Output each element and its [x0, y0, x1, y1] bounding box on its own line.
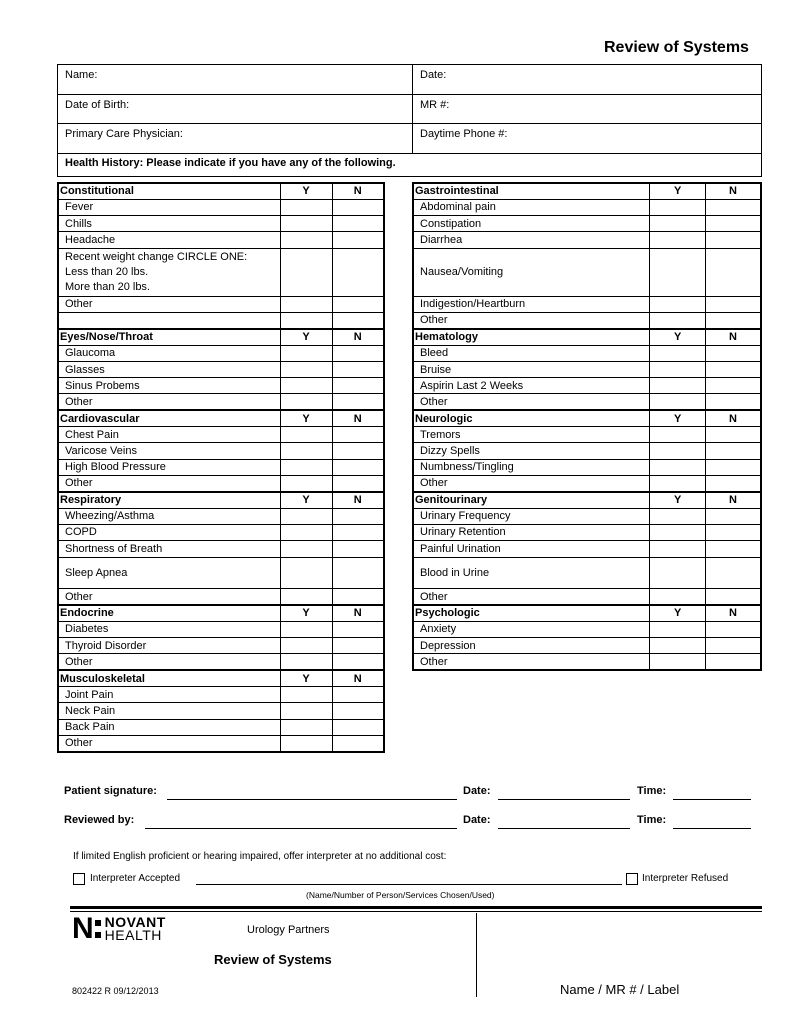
section-title: Cardiovascular — [58, 410, 280, 426]
symptom-row — [413, 248, 761, 296]
no-checkbox-cell[interactable] — [332, 443, 384, 459]
symptom-label: Nausea/Vomiting — [413, 248, 650, 296]
symptom-label: Glaucoma — [58, 345, 280, 361]
no-column-header: N — [705, 329, 761, 345]
no-checkbox-cell[interactable] — [705, 296, 761, 312]
symptom-row — [58, 735, 384, 751]
symptom-label: Tremors — [413, 427, 650, 443]
yes-checkbox-cell[interactable] — [650, 443, 706, 459]
no-checkbox-cell[interactable] — [705, 541, 761, 558]
yes-checkbox-cell[interactable] — [650, 475, 706, 491]
symptom-row — [413, 312, 761, 328]
symptom-row — [413, 345, 761, 361]
interpreter-caption: (Name/Number of Person/Services Chosen/Used) — [306, 890, 495, 900]
symptom-row — [58, 541, 384, 558]
symptom-label: Thyroid Disorder — [58, 638, 280, 654]
yes-checkbox-cell[interactable] — [650, 199, 706, 215]
symptom-row — [58, 475, 384, 491]
symptom-row — [413, 654, 761, 670]
yes-column-header: Y — [280, 492, 332, 508]
interpreter-notice: If limited English proficient or hearing impaired, offer interpreter at no additional cost: — [73, 851, 447, 862]
no-checkbox-cell[interactable] — [332, 508, 384, 524]
patient-time-line[interactable] — [673, 799, 751, 800]
symptom-label: Glasses — [58, 361, 280, 377]
section-header-endocrine — [58, 605, 384, 621]
yes-column-header: Y — [650, 492, 706, 508]
yes-checkbox-cell[interactable] — [650, 558, 706, 589]
yes-checkbox-cell[interactable] — [280, 589, 332, 605]
symptom-row — [413, 378, 761, 394]
no-checkbox-cell[interactable] — [332, 621, 384, 637]
symptom-row — [58, 508, 384, 524]
yes-checkbox-cell[interactable] — [650, 248, 706, 296]
symptom-label: Other — [58, 654, 280, 670]
no-checkbox-cell[interactable] — [332, 361, 384, 377]
footer-rule — [70, 906, 762, 909]
interpreter-refused-label: Interpreter Refused — [642, 873, 729, 884]
symptom-label: Indigestion/Heartburn — [413, 296, 650, 312]
logo-text-health: HEALTH — [104, 927, 162, 943]
no-checkbox-cell[interactable] — [705, 345, 761, 361]
yes-checkbox-cell[interactable] — [650, 654, 706, 670]
no-checkbox-cell[interactable] — [332, 427, 384, 443]
no-checkbox-cell[interactable] — [332, 232, 384, 248]
no-checkbox-cell[interactable] — [705, 427, 761, 443]
reviewed-time-line[interactable] — [673, 828, 751, 829]
symptom-row — [413, 508, 761, 524]
symptom-row — [413, 621, 761, 637]
yes-checkbox-cell[interactable] — [280, 459, 332, 475]
yes-checkbox-cell[interactable] — [280, 345, 332, 361]
symptom-row — [58, 232, 384, 248]
symptom-label: Constipation — [413, 216, 650, 232]
symptom-row — [58, 394, 384, 410]
symptom-row — [413, 199, 761, 215]
footer-divider — [476, 913, 477, 997]
no-checkbox-cell[interactable] — [332, 475, 384, 491]
yes-checkbox-cell[interactable] — [280, 216, 332, 232]
no-checkbox-cell[interactable] — [332, 558, 384, 589]
symptom-label: Depression — [413, 638, 650, 654]
symptom-label: Chills — [58, 216, 280, 232]
patient-signature-line[interactable] — [167, 799, 457, 800]
yes-checkbox-cell[interactable] — [280, 621, 332, 637]
symptom-label: Other — [58, 475, 280, 491]
section-title: Genitourinary — [413, 492, 650, 508]
mr-field[interactable]: MR #: — [420, 98, 450, 111]
no-column-header: N — [332, 183, 384, 199]
footer-rule-thin — [70, 911, 762, 912]
yes-checkbox-cell[interactable] — [650, 378, 706, 394]
symptom-row — [58, 719, 384, 735]
dob-field[interactable]: Date of Birth: — [58, 95, 413, 124]
section-title: Neurologic — [413, 410, 650, 426]
symptom-row — [413, 541, 761, 558]
symptom-row — [413, 232, 761, 248]
no-checkbox-cell[interactable] — [332, 654, 384, 670]
left-systems-table — [57, 182, 385, 753]
no-checkbox-cell[interactable] — [705, 394, 761, 410]
yes-checkbox-cell[interactable] — [280, 719, 332, 735]
yes-checkbox-cell[interactable] — [280, 361, 332, 377]
yes-checkbox-cell[interactable] — [650, 296, 706, 312]
logo-colon-icon — [95, 920, 101, 938]
no-column-header: N — [705, 605, 761, 621]
no-checkbox-cell[interactable] — [332, 199, 384, 215]
patient-time-label: Time: — [637, 785, 667, 797]
yes-checkbox-cell[interactable] — [650, 541, 706, 558]
yes-checkbox-cell[interactable] — [280, 703, 332, 719]
symptom-label: Joint Pain — [58, 686, 280, 702]
section-header-neurologic — [413, 410, 761, 426]
symptom-label: High Blood Pressure — [58, 459, 280, 475]
symptom-label: Shortness of Breath — [58, 541, 280, 558]
no-column-header: N — [705, 410, 761, 426]
yes-column-header: Y — [280, 183, 332, 199]
symptom-row — [58, 686, 384, 702]
section-title: Psychologic — [413, 605, 650, 621]
section-title: Respiratory — [58, 492, 280, 508]
symptom-label: Bruise — [413, 361, 650, 377]
section-header-genitourinary — [413, 492, 761, 508]
yes-checkbox-cell[interactable] — [280, 558, 332, 589]
no-column-header: N — [332, 670, 384, 686]
symptom-row — [58, 589, 384, 605]
no-checkbox-cell[interactable] — [705, 654, 761, 670]
no-column-header: N — [332, 492, 384, 508]
section-header-cardiovascular — [58, 410, 384, 426]
yes-checkbox-cell[interactable] — [280, 508, 332, 524]
yes-checkbox-cell[interactable] — [280, 427, 332, 443]
yes-checkbox-cell[interactable] — [280, 443, 332, 459]
yes-checkbox-cell[interactable] — [650, 216, 706, 232]
symptom-label: Dizzy Spells — [413, 443, 650, 459]
no-checkbox-cell[interactable] — [332, 589, 384, 605]
no-checkbox-cell[interactable] — [705, 232, 761, 248]
no-checkbox-cell[interactable] — [332, 345, 384, 361]
yes-checkbox-cell[interactable] — [650, 232, 706, 248]
symptom-row — [413, 216, 761, 232]
no-checkbox-cell[interactable] — [705, 199, 761, 215]
no-checkbox-cell[interactable] — [332, 459, 384, 475]
no-checkbox-cell[interactable] — [332, 686, 384, 702]
section-title: Hematology — [413, 329, 650, 345]
logo-mark-icon: N — [72, 912, 93, 945]
health-history-heading: Health History: Please indicate if you have any of the following. — [65, 156, 396, 169]
symptom-row — [413, 361, 761, 377]
symptom-label: Diabetes — [58, 621, 280, 637]
symptom-row — [58, 312, 384, 328]
symptom-label: Neck Pain — [58, 703, 280, 719]
yes-checkbox-cell[interactable] — [650, 427, 706, 443]
section-header-gastrointestinal — [413, 183, 761, 199]
symptom-label: Anxiety — [413, 621, 650, 637]
symptom-row — [413, 394, 761, 410]
practice-name: Urology Partners — [247, 924, 330, 936]
no-checkbox-cell[interactable] — [705, 524, 761, 540]
no-checkbox-cell[interactable] — [705, 459, 761, 475]
yes-checkbox-cell[interactable] — [650, 621, 706, 637]
no-checkbox-cell[interactable] — [705, 443, 761, 459]
symptom-row — [58, 459, 384, 475]
reviewed-by-line[interactable] — [145, 828, 457, 829]
symptom-row — [58, 654, 384, 670]
symptom-label: Chest Pain — [58, 427, 280, 443]
symptom-label: Aspirin Last 2 Weeks — [413, 378, 650, 394]
name-field[interactable]: Name: — [58, 65, 413, 94]
no-checkbox-cell[interactable] — [705, 361, 761, 377]
symptom-label: Other — [413, 589, 650, 605]
section-header-constitutional — [58, 183, 384, 199]
symptom-label: Headache — [58, 232, 280, 248]
no-checkbox-cell[interactable] — [332, 541, 384, 558]
symptom-label: COPD — [58, 524, 280, 540]
symptom-row — [413, 296, 761, 312]
symptom-row — [58, 638, 384, 654]
yes-column-header: Y — [280, 329, 332, 345]
reviewed-date-label: Date: — [463, 814, 491, 826]
symptom-row — [58, 296, 384, 312]
page-title: Review of Systems — [604, 39, 749, 56]
yes-checkbox-cell[interactable] — [280, 638, 332, 654]
patient-date-label: Date: — [463, 785, 491, 797]
patient-signature-label: Patient signature: — [64, 785, 157, 797]
interpreter-accepted-label: Interpreter Accepted — [90, 873, 181, 884]
symptom-row — [413, 459, 761, 475]
yes-checkbox-cell[interactable] — [650, 638, 706, 654]
reviewed-by-label: Reviewed by: — [64, 814, 135, 826]
section-title: Musculoskeletal — [58, 670, 280, 686]
symptom-label: Blood in Urine — [413, 558, 650, 589]
patient-info-box — [57, 64, 762, 177]
no-checkbox-cell[interactable] — [332, 312, 384, 328]
section-header-psychologic — [413, 605, 761, 621]
phone-field[interactable]: Daytime Phone #: — [420, 128, 508, 140]
yes-checkbox-cell[interactable] — [650, 312, 706, 328]
no-checkbox-cell[interactable] — [332, 248, 384, 296]
yes-checkbox-cell[interactable] — [280, 686, 332, 702]
yes-column-header: Y — [280, 605, 332, 621]
yes-checkbox-cell[interactable] — [280, 378, 332, 394]
symptom-row — [58, 361, 384, 377]
section-title: Eyes/Nose/Throat — [58, 329, 280, 345]
symptom-label: Back Pain — [58, 719, 280, 735]
no-checkbox-cell[interactable] — [332, 735, 384, 751]
yes-checkbox-cell[interactable] — [280, 654, 332, 670]
symptom-label: Sleep Apnea — [58, 558, 280, 589]
symptom-row — [58, 621, 384, 637]
no-checkbox-cell[interactable] — [705, 621, 761, 637]
yes-checkbox-cell[interactable] — [280, 524, 332, 540]
yes-checkbox-cell[interactable] — [650, 524, 706, 540]
no-checkbox-cell[interactable] — [332, 703, 384, 719]
no-checkbox-cell[interactable] — [332, 216, 384, 232]
no-checkbox-cell[interactable] — [332, 394, 384, 410]
label-area: Name / MR # / Label — [560, 982, 680, 997]
no-checkbox-cell[interactable] — [332, 378, 384, 394]
symptom-label: Urinary Frequency — [413, 508, 650, 524]
symptom-label: Abdominal pain — [413, 199, 650, 215]
symptom-row — [58, 443, 384, 459]
no-column-header: N — [332, 605, 384, 621]
no-column-header: N — [332, 410, 384, 426]
yes-checkbox-cell[interactable] — [650, 394, 706, 410]
symptom-label: Sinus Probems — [58, 378, 280, 394]
symptom-label — [58, 312, 280, 328]
symptom-label: Other — [58, 296, 280, 312]
no-column-header: N — [332, 329, 384, 345]
symptom-label: Diarrhea — [413, 232, 650, 248]
symptom-label: Other — [413, 475, 650, 491]
yes-checkbox-cell[interactable] — [650, 589, 706, 605]
no-checkbox-cell[interactable] — [705, 638, 761, 654]
section-header-eyes-nose-throat — [58, 329, 384, 345]
no-column-header: N — [705, 492, 761, 508]
symptom-label: Other — [58, 589, 280, 605]
no-checkbox-cell[interactable] — [332, 524, 384, 540]
patient-date-line[interactable] — [498, 799, 630, 800]
right-systems-table — [412, 182, 762, 671]
yes-checkbox-cell[interactable] — [650, 361, 706, 377]
yes-checkbox-cell[interactable] — [650, 345, 706, 361]
section-title: Constitutional — [58, 183, 280, 199]
yes-column-header: Y — [650, 410, 706, 426]
symptom-label: Recent weight change CIRCLE ONE: Less than 20 lbs. More than 20 lbs. — [58, 248, 280, 296]
yes-checkbox-cell[interactable] — [280, 394, 332, 410]
yes-checkbox-cell[interactable] — [280, 312, 332, 328]
symptom-label: Other — [413, 654, 650, 670]
yes-checkbox-cell[interactable] — [280, 248, 332, 296]
symptom-label: Urinary Retention — [413, 524, 650, 540]
symptom-label: Other — [58, 735, 280, 751]
yes-checkbox-cell[interactable] — [280, 232, 332, 248]
no-checkbox-cell[interactable] — [705, 248, 761, 296]
no-checkbox-cell[interactable] — [332, 296, 384, 312]
no-checkbox-cell[interactable] — [705, 558, 761, 589]
section-header-respiratory — [58, 492, 384, 508]
no-checkbox-cell[interactable] — [705, 475, 761, 491]
reviewed-time-label: Time: — [637, 814, 667, 826]
symptom-row — [58, 558, 384, 589]
yes-checkbox-cell[interactable] — [650, 508, 706, 524]
symptom-row — [58, 378, 384, 394]
symptom-label: Numbness/Tingling — [413, 459, 650, 475]
yes-checkbox-cell[interactable] — [280, 541, 332, 558]
symptom-label: Varicose Veins — [58, 443, 280, 459]
symptom-row — [58, 524, 384, 540]
symptom-row — [58, 703, 384, 719]
yes-checkbox-cell[interactable] — [280, 735, 332, 751]
symptom-row — [58, 216, 384, 232]
yes-column-header: Y — [650, 183, 706, 199]
form-code: 802422 R 09/12/2013 — [72, 986, 159, 996]
symptom-row — [413, 443, 761, 459]
reviewed-date-line[interactable] — [498, 828, 630, 829]
logo-text-novant: NOVANT — [104, 914, 166, 930]
yes-column-header: Y — [650, 605, 706, 621]
novant-health-logo — [72, 914, 166, 944]
section-header-musculoskeletal — [58, 670, 384, 686]
yes-checkbox-cell[interactable] — [280, 296, 332, 312]
symptom-row — [413, 638, 761, 654]
symptom-row — [413, 558, 761, 589]
symptom-row — [413, 589, 761, 605]
symptom-row — [58, 427, 384, 443]
pcp-field[interactable]: Primary Care Physician: — [58, 124, 413, 153]
section-title: Gastrointestinal — [413, 183, 650, 199]
symptom-row — [413, 524, 761, 540]
no-checkbox-cell[interactable] — [705, 508, 761, 524]
footer-form-title: Review of Systems — [214, 952, 332, 967]
interpreter-name-line[interactable] — [196, 884, 622, 885]
date-field[interactable]: Date: — [420, 69, 447, 81]
no-checkbox-cell[interactable] — [705, 589, 761, 605]
no-checkbox-cell[interactable] — [705, 378, 761, 394]
yes-checkbox-cell[interactable] — [280, 475, 332, 491]
symptom-row — [58, 248, 384, 296]
yes-column-header: Y — [650, 329, 706, 345]
no-checkbox-cell[interactable] — [705, 312, 761, 328]
symptom-label: Other — [58, 394, 280, 410]
symptom-row — [413, 475, 761, 491]
no-column-header: N — [705, 183, 761, 199]
interpreter-refused-checkbox[interactable] — [626, 873, 638, 885]
symptom-row — [413, 427, 761, 443]
symptom-label: Wheezing/Asthma — [58, 508, 280, 524]
section-header-hematology — [413, 329, 761, 345]
symptom-label: Painful Urination — [413, 541, 650, 558]
yes-checkbox-cell[interactable] — [280, 199, 332, 215]
symptom-label: Other — [413, 312, 650, 328]
symptom-label: Other — [413, 394, 650, 410]
no-checkbox-cell[interactable] — [332, 719, 384, 735]
symptom-row — [58, 345, 384, 361]
symptom-label: Fever — [58, 199, 280, 215]
section-title: Endocrine — [58, 605, 280, 621]
symptom-row — [58, 199, 384, 215]
interpreter-accepted-checkbox[interactable] — [73, 873, 85, 885]
yes-column-header: Y — [280, 410, 332, 426]
no-checkbox-cell[interactable] — [332, 638, 384, 654]
yes-checkbox-cell[interactable] — [650, 459, 706, 475]
yes-column-header: Y — [280, 670, 332, 686]
no-checkbox-cell[interactable] — [705, 216, 761, 232]
symptom-label: Bleed — [413, 345, 650, 361]
